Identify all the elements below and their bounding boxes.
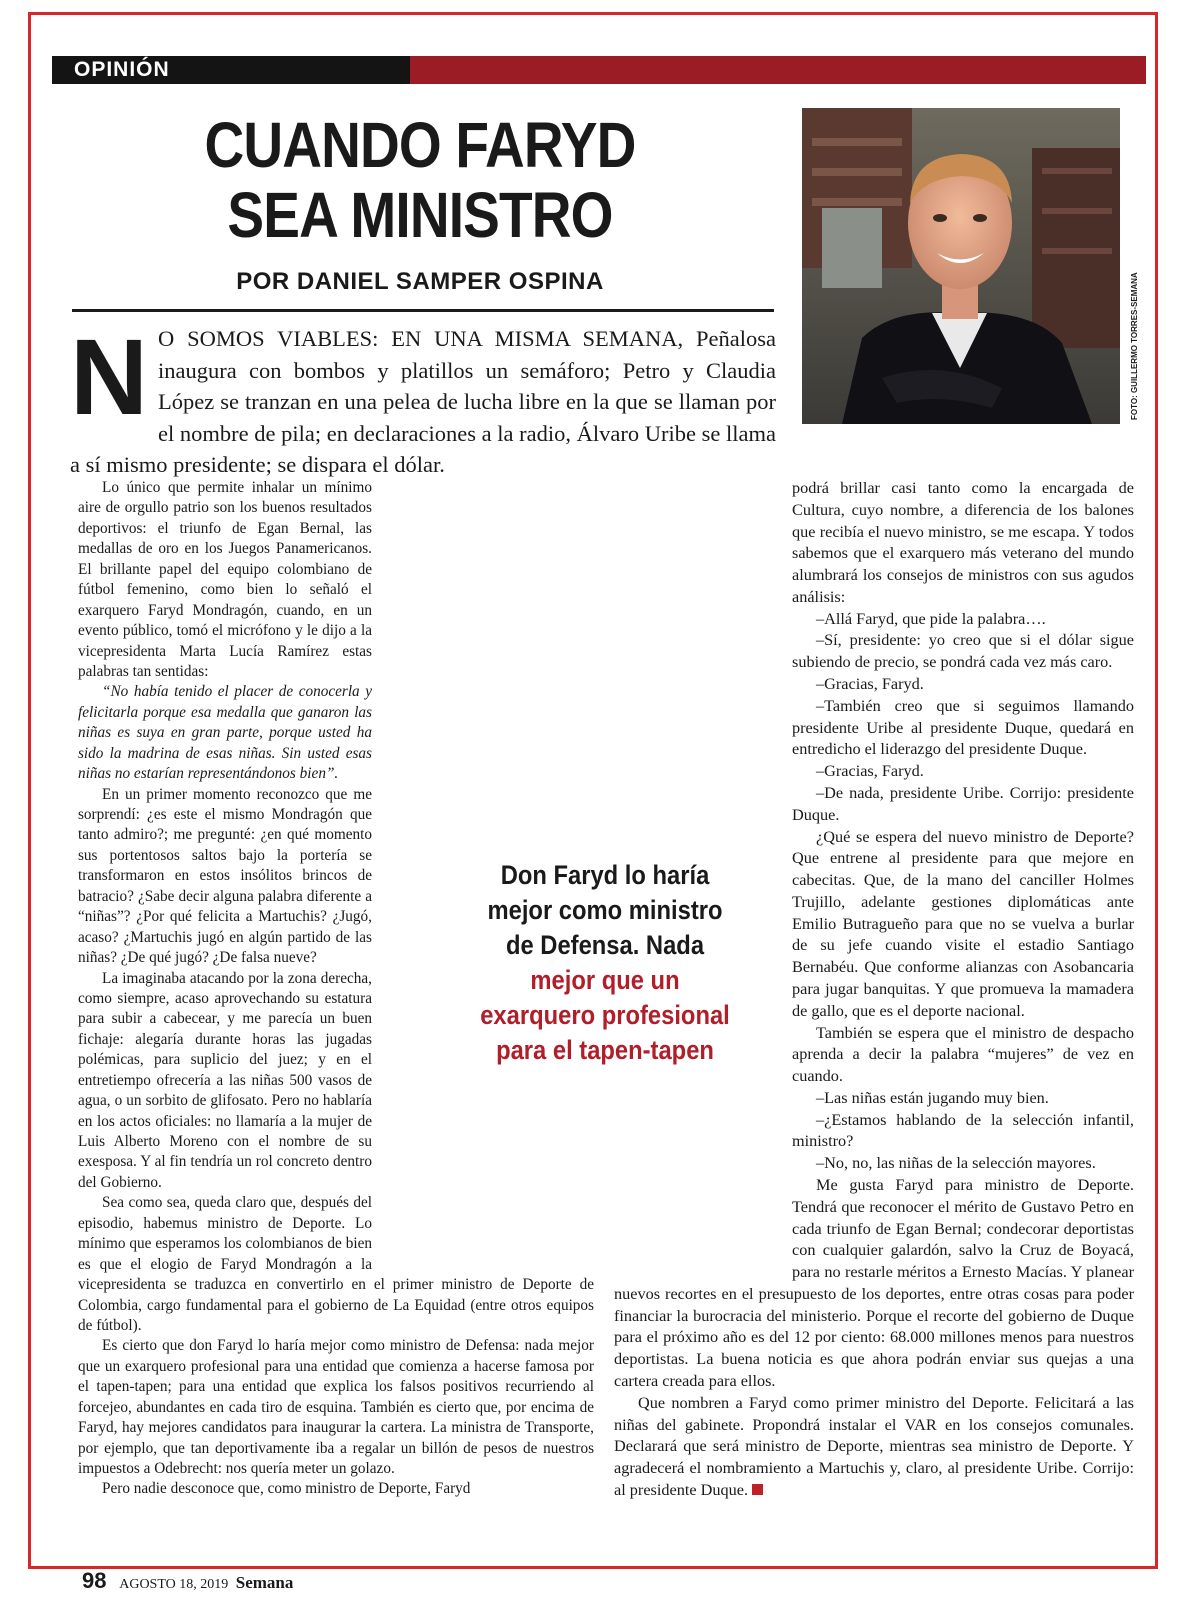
- headline-line-2: SEA MINISTRO: [227, 179, 613, 251]
- pullquote-red: mejor que un exarquero profesional para el tapen-tapen: [480, 965, 730, 1065]
- col2-dialogue: –De nada, presidente Uribe. Corrijo: presidente Duque.: [792, 783, 1134, 824]
- section-label: OPINIÓN: [74, 58, 170, 81]
- col1-paragraph: Es cierto que don Faryd lo haría mejor como ministro de Defensa: nada mejor que un exarquero profesional para una entidad que comienza a hacerse famosa por el tapen-tapen; para una entidad que explica los falsos positivos recurriendo al forcejeo, abundantes en cada tiro de esquina. También es cierto que, por encima de Faryd, hay mejores candidatos para inaugurar la cartera. La ministra de Transporte, por ejemplo, que tan deportivamente iba a regalar un billón de pesos de nuestros impuestos a Odebrecht: nos quería meter un golazo.: [78, 1337, 594, 1477]
- col2-dialogue: –Gracias, Faryd.: [816, 762, 924, 781]
- col2-dialogue: –No, no, las niñas de la selección mayores.: [816, 1154, 1096, 1173]
- col2-paragraph: ¿Qué se espera del nuevo ministro de Deporte? Que entrene al presidente para que mejore en cabecitas. Que, de la mano del canciller Holmes Trujillo, adelante gestiones diplomáticas ante Emilio Butragueño para que no se vuelva a burlar de su jefe cuando visite el estadio Santiago Bernabéu. Que conforme alianzas con Asobancaria para jugar banquitas. Y que promueva la mamadera de gallo, que es el deporte nacional.: [792, 827, 1134, 1020]
- col2-last-text: Que nombren a Faryd como primer ministro del Deporte. Felicitará a las niñas del gabinete. Propondrá instalar el VAR en los consejos comunales. Declarará que será ministro de Deporte, mientras sea ministro de Deporte. Y agradecerá el nombramiento a Martuchis y, claro, al presidente Uribe. Corrijo: al presidente Duque.: [614, 1393, 1134, 1499]
- lead-paragraph: [70, 316, 776, 481]
- col2-dialogue: –Gracias, Faryd.: [816, 675, 924, 694]
- col1-paragraph: En un primer momento reconozco que me sorprendí: ¿es este el mismo Mondragón que tanto admiro?; me pregunté: ¿en qué momento sus portentosos saltos bajo la portería se transformaron en estos insólitos brincos de batracio? ¿Sabe decir alguna palabra diferente a “niñas”? ¿Por qué felicita a Martuchis? ¿Jugó, acaso? ¿Martuchis jugó en algún partido de las niñas? ¿De qué jugó? ¿De falsa nueve?: [78, 785, 372, 967]
- col1-quote: “No había tenido el placer de conocerla y felicitarla porque esa medalla que ganaron las niñas es suya en gran parte, porque usted ha sido la madrina de esas niñas. Sin usted esas niñas no estarían representándonos bien”.: [78, 683, 372, 783]
- col1-paragraph: La imaginaba atacando por la zona derecha, como siempre, acaso aprovechando su estatura para subir a cabecear, y me parecía un buen fichaje: alegaría durante horas las jugadas polémicas, para suplicio del juez; y en el entretiempo ofrecería a las niñas 500 vasos de agua, o un sorbito de glifosato. Pero no hablaría en los actos oficiales: no llamaría a la mujer de Luis Alberto Moreno con el nombre de su exesposa. Y al fin tendría un rol concreto dentro del Gobierno.: [78, 969, 372, 1191]
- drop-cap: N: [70, 316, 148, 437]
- col1-paragraph: Pero nadie desconoce que, como ministro de Deporte, Faryd: [102, 1480, 471, 1498]
- col2-dialogue: –Las niñas están jugando muy bien.: [816, 1088, 1049, 1107]
- pullquote: [473, 858, 737, 1068]
- col2-dialogue: –También creo que si seguimos llamando presidente Uribe al presidente Duque, quedará en entredicho el liderazgo del presidente Duque.: [792, 696, 1134, 759]
- lead-text: O SOMOS VIABLES: EN UNA MISMA SEMANA, Peñalosa inaugura con bombos y platillos un semáforo; Petro y Claudia López se tranzan en una pelea de lucha libre en la que se llaman por el nombre de pila; en declaraciones a la radio, Álvaro Uribe se llama a sí mismo presidente; se dispara el dólar.: [70, 326, 776, 477]
- col1-paragraph: Sea como sea, queda claro que, después del episodio, habemus ministro de Deporte. Lo mínimo que esperamos los colombianos de bien es que el elogio de Faryd Mondragón a la vicepresidenta se traduzca en convertirlo en el primer ministro de Deporte de Colombia, cargo fundamental para el gobierno de La Equidad (entre otros equipos de fútbol).: [78, 1194, 594, 1334]
- pullquote-black: Don Faryd lo haría mejor como ministro de Defensa. Nada: [487, 860, 723, 960]
- author-photo: [802, 108, 1120, 424]
- col2-paragraph: podrá brillar casi tanto como la encargada de Cultura, cuyo nombre, a diferencia de los balones que recibía el nuevo ministro, se me escapa. Y todos sabemos que el exarquero más veterano del mundo alumbrará los consejos de ministros con sus agudos análisis:: [792, 479, 1134, 606]
- author-portrait-image: [802, 108, 1120, 424]
- page-number: 98: [82, 1568, 107, 1593]
- col2-paragraph: Me gusta Faryd para ministro de Deporte. Tendrá que reconocer el mérito de Gustavo Petro en cada triunfo de Egan Bernal; condecorar deportistas con cualquier galardón, salvo la Cruz de Boyacá, para no restarle méritos a Ernesto Macías. Y planear nuevos recortes en el presupuesto de los deportes, entre otras cosas para poder financiar la burocracia del ministerio. Porque el recorte del gobierno de Duque para el próximo año es del 12 por ciento: 68.000 millones menos para nuestros deportistas. La buena noticia es que ahora podrán enviar sus quejas a una cartera creada para ellos.: [614, 1176, 1134, 1391]
- magazine-name: Semana: [235, 1573, 294, 1592]
- headline-line-1: CUANDO FARYD: [204, 109, 636, 181]
- photo-credit: FOTO: GUILLERMO TORRES-SEMANA: [1130, 272, 1139, 420]
- issue-date: AGOSTO 18, 2019: [119, 1577, 229, 1592]
- end-mark-icon: [752, 1484, 763, 1495]
- headline-rule: [72, 309, 774, 312]
- col2-paragraph: [614, 1393, 1134, 1502]
- page-footer: [82, 1568, 293, 1594]
- col2-dialogue: –Allá Faryd, que pide la palabra….: [816, 609, 1046, 628]
- col1-paragraph: Lo único que permite inhalar un mínimo aire de orgullo patrio son los buenos resultados deportivos: el triunfo de Egan Bernal, las medallas de oro en los Juegos Panamericanos. El brillante papel del equipo colombiano de fútbol femenino, como bien lo señaló el exarquero Faryd Mondragón, cuando, en un evento público, tomó el micrófono y le dijo a la vicepresidenta Marta Lucía Ramírez estas palabras tan sentidas:: [78, 479, 372, 680]
- headline: [110, 110, 729, 250]
- col2-dialogue: –¿Estamos hablando de la selección infantil, ministro?: [792, 1110, 1134, 1151]
- col2-paragraph: También se espera que el ministro de despacho aprenda a decir la palabra “mujeres” de vez en cuando.: [792, 1023, 1134, 1086]
- col2-dialogue: –Sí, presidente: yo creo que si el dólar sigue subiendo de precio, se pondrá cada vez más caro.: [792, 631, 1134, 672]
- byline: POR DANIEL SAMPER OSPINA: [236, 268, 604, 295]
- section-tag: [52, 56, 410, 84]
